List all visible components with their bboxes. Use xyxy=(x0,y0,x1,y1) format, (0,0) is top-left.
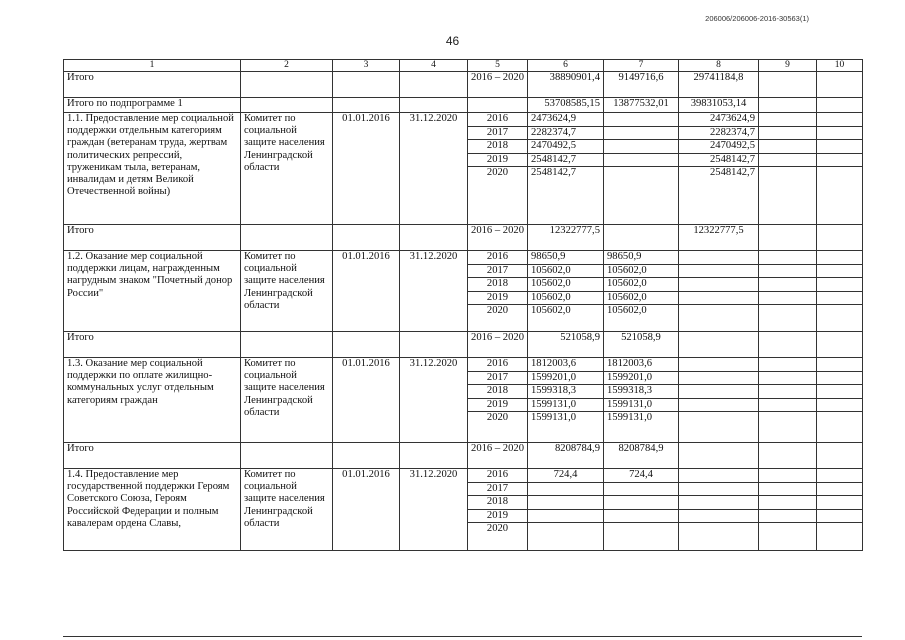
measure-title: 1.4. Предоставление мер государственной поддержки Героям Советского Союза, Героям Российской Федерации и полным кавалерам ордена Славы, xyxy=(64,469,241,551)
years-cell xyxy=(468,358,528,443)
amount: 2473624,9 xyxy=(528,113,603,127)
amount: 1599131,0 xyxy=(607,412,653,424)
amount: 98650,9 xyxy=(528,251,603,265)
value-col6: 521058,9 xyxy=(528,332,604,358)
page-bottom-rule xyxy=(63,636,862,637)
col6-cell xyxy=(528,358,604,443)
start-date: 01.01.2016 xyxy=(333,251,400,332)
total-row xyxy=(64,225,863,251)
value-col8 xyxy=(679,443,759,469)
measure-row xyxy=(64,469,863,551)
value-col8: 39831053,14 xyxy=(679,98,759,113)
year: 2018 xyxy=(468,140,527,154)
col-header: 6 xyxy=(528,60,604,72)
amount: 2473624,9 xyxy=(679,113,758,127)
col8-cell xyxy=(679,113,759,225)
col10-cell xyxy=(817,113,863,225)
amount: 1812003,6 xyxy=(528,358,603,372)
years-cell xyxy=(468,469,528,551)
col-header: 2 xyxy=(241,60,333,72)
year: 2019 xyxy=(468,399,527,413)
amount: 1599131,0 xyxy=(528,399,603,413)
amount: 105602,0 xyxy=(604,292,678,306)
col8-cell xyxy=(679,251,759,332)
amount: 1599318,3 xyxy=(528,385,603,399)
amount: 98650,9 xyxy=(604,251,678,265)
year: 2016 xyxy=(468,358,527,372)
year: 2017 xyxy=(468,265,527,279)
start-date: 01.01.2016 xyxy=(333,358,400,443)
year: 2020 xyxy=(486,167,509,179)
col-header: 4 xyxy=(400,60,468,72)
value-col6: 38890901,4 xyxy=(528,72,604,98)
amount: 105602,0 xyxy=(604,265,678,279)
subprogram-total-row xyxy=(64,98,863,113)
value-col7: 521058,9 xyxy=(604,332,679,358)
amount: 2548142,7 xyxy=(531,167,577,179)
measure-row xyxy=(64,113,863,225)
period: 2016 – 2020 xyxy=(468,225,528,251)
executor: Комитет по социальной защите населения Ленинградской области xyxy=(241,113,333,225)
amount: 105602,0 xyxy=(531,305,571,317)
amount: 1599201,0 xyxy=(604,372,678,386)
executor: Комитет по социальной защите населения Ленинградской области xyxy=(241,251,333,332)
amount: 2282374,7 xyxy=(528,127,603,141)
executor: Комитет по социальной защите населения Ленинградской области xyxy=(241,469,333,551)
year: 2016 xyxy=(468,113,527,127)
period: 2016 – 2020 xyxy=(468,72,528,98)
row-label: Итого xyxy=(64,332,241,358)
amount xyxy=(604,140,678,154)
amount: 105602,0 xyxy=(528,265,603,279)
year: 2019 xyxy=(468,510,527,524)
value-col8: 29741184,8 xyxy=(679,72,759,98)
amount: 1599318,3 xyxy=(604,385,678,399)
amount: 724,4 xyxy=(528,469,603,483)
col10-cell xyxy=(817,469,863,551)
measure-row xyxy=(64,251,863,332)
amount: 1599131,0 xyxy=(604,399,678,413)
page-number: 46 xyxy=(445,34,460,48)
value-col7 xyxy=(604,225,679,251)
value-col7: 13877532,01 xyxy=(604,98,679,113)
year: 2016 xyxy=(468,469,527,483)
col10-cell xyxy=(817,358,863,443)
year: 2020 xyxy=(486,412,509,424)
end-date: 31.12.2020 xyxy=(400,251,468,332)
document-id: 206006/206006-2016-30563(1) xyxy=(705,14,809,23)
years-cell xyxy=(468,113,528,225)
col6-cell xyxy=(528,251,604,332)
measure-row xyxy=(64,358,863,443)
amount: 2548142,7 xyxy=(679,154,758,168)
col-header: 10 xyxy=(817,60,863,72)
year: 2017 xyxy=(468,372,527,386)
col7-cell xyxy=(604,469,679,551)
amount: 1599131,0 xyxy=(531,412,577,424)
total-row xyxy=(64,332,863,358)
value-col6: 8208784,9 xyxy=(528,443,604,469)
column-numbers-row xyxy=(64,60,863,72)
row-label: Итого xyxy=(64,225,241,251)
budget-table xyxy=(63,59,863,551)
end-date: 31.12.2020 xyxy=(400,469,468,551)
value-col8: 12322777,5 xyxy=(679,225,759,251)
col-header: 5 xyxy=(468,60,528,72)
col10-cell xyxy=(817,251,863,332)
col9-cell xyxy=(759,251,817,332)
end-date: 31.12.2020 xyxy=(400,113,468,225)
col9-cell xyxy=(759,113,817,225)
col6-cell xyxy=(528,469,604,551)
year: 2016 xyxy=(468,251,527,265)
row-label: Итого xyxy=(64,443,241,469)
col9-cell xyxy=(759,469,817,551)
value-col7: 9149716,6 xyxy=(604,72,679,98)
amount: 724,4 xyxy=(604,469,678,483)
row-label: Итого по подпрограмме 1 xyxy=(64,98,241,113)
amount xyxy=(604,127,678,141)
value-col8 xyxy=(679,332,759,358)
start-date: 01.01.2016 xyxy=(333,469,400,551)
amount xyxy=(604,167,678,180)
amount xyxy=(604,154,678,168)
value-col6: 12322777,5 xyxy=(528,225,604,251)
year: 2020 xyxy=(486,523,509,535)
year: 2018 xyxy=(468,278,527,292)
col7-cell xyxy=(604,113,679,225)
year: 2018 xyxy=(468,496,527,510)
col-header: 1 xyxy=(64,60,241,72)
year: 2019 xyxy=(468,154,527,168)
executor: Комитет по социальной защите населения Ленинградской области xyxy=(241,358,333,443)
year: 2017 xyxy=(468,127,527,141)
col-header: 8 xyxy=(679,60,759,72)
year: 2017 xyxy=(468,483,527,497)
amount xyxy=(604,113,678,127)
year: 2019 xyxy=(468,292,527,306)
amount: 2548142,7 xyxy=(528,154,603,168)
col-header: 9 xyxy=(759,60,817,72)
measure-title: 1.1. Предоставление мер социальной поддержки отдельным категориям граждан (ветеранам труда, жертвам политических репрессий, труженикам тыла, ветеранам, инвалидам и детям Великой Отечественной войны) xyxy=(64,113,241,225)
start-date: 01.01.2016 xyxy=(333,113,400,225)
col8-cell xyxy=(679,358,759,443)
period: 2016 – 2020 xyxy=(468,443,528,469)
col8-cell xyxy=(679,469,759,551)
amount: 1599201,0 xyxy=(528,372,603,386)
measure-title: 1.2. Оказание мер социальной поддержки лицам, награжденным нагрудным знаком "Почетный донор России" xyxy=(64,251,241,332)
amount: 105602,0 xyxy=(528,278,603,292)
period: 2016 – 2020 xyxy=(468,332,528,358)
col7-cell xyxy=(604,251,679,332)
year: 2018 xyxy=(468,385,527,399)
col-header: 7 xyxy=(604,60,679,72)
value-col7: 8208784,9 xyxy=(604,443,679,469)
value-col6: 53708585,15 xyxy=(528,98,604,113)
end-date: 31.12.2020 xyxy=(400,358,468,443)
amount: 105602,0 xyxy=(607,305,647,317)
amount: 1812003,6 xyxy=(604,358,678,372)
amount: 2282374,7 xyxy=(679,127,758,141)
amount: 2470492,5 xyxy=(528,140,603,154)
row-label: Итого xyxy=(64,72,241,98)
col-header: 3 xyxy=(333,60,400,72)
amount: 105602,0 xyxy=(604,278,678,292)
measure-title: 1.3. Оказание мер социальной поддержки по оплате жилищно-коммунальных услуг отдельным категориям граждан xyxy=(64,358,241,443)
total-row xyxy=(64,443,863,469)
years-cell xyxy=(468,251,528,332)
year: 2020 xyxy=(486,305,509,317)
col7-cell xyxy=(604,358,679,443)
col6-cell xyxy=(528,113,604,225)
col9-cell xyxy=(759,358,817,443)
amount: 2470492,5 xyxy=(679,140,758,154)
total-row xyxy=(64,72,863,98)
amount: 2548142,7 xyxy=(709,167,755,179)
amount: 105602,0 xyxy=(528,292,603,306)
